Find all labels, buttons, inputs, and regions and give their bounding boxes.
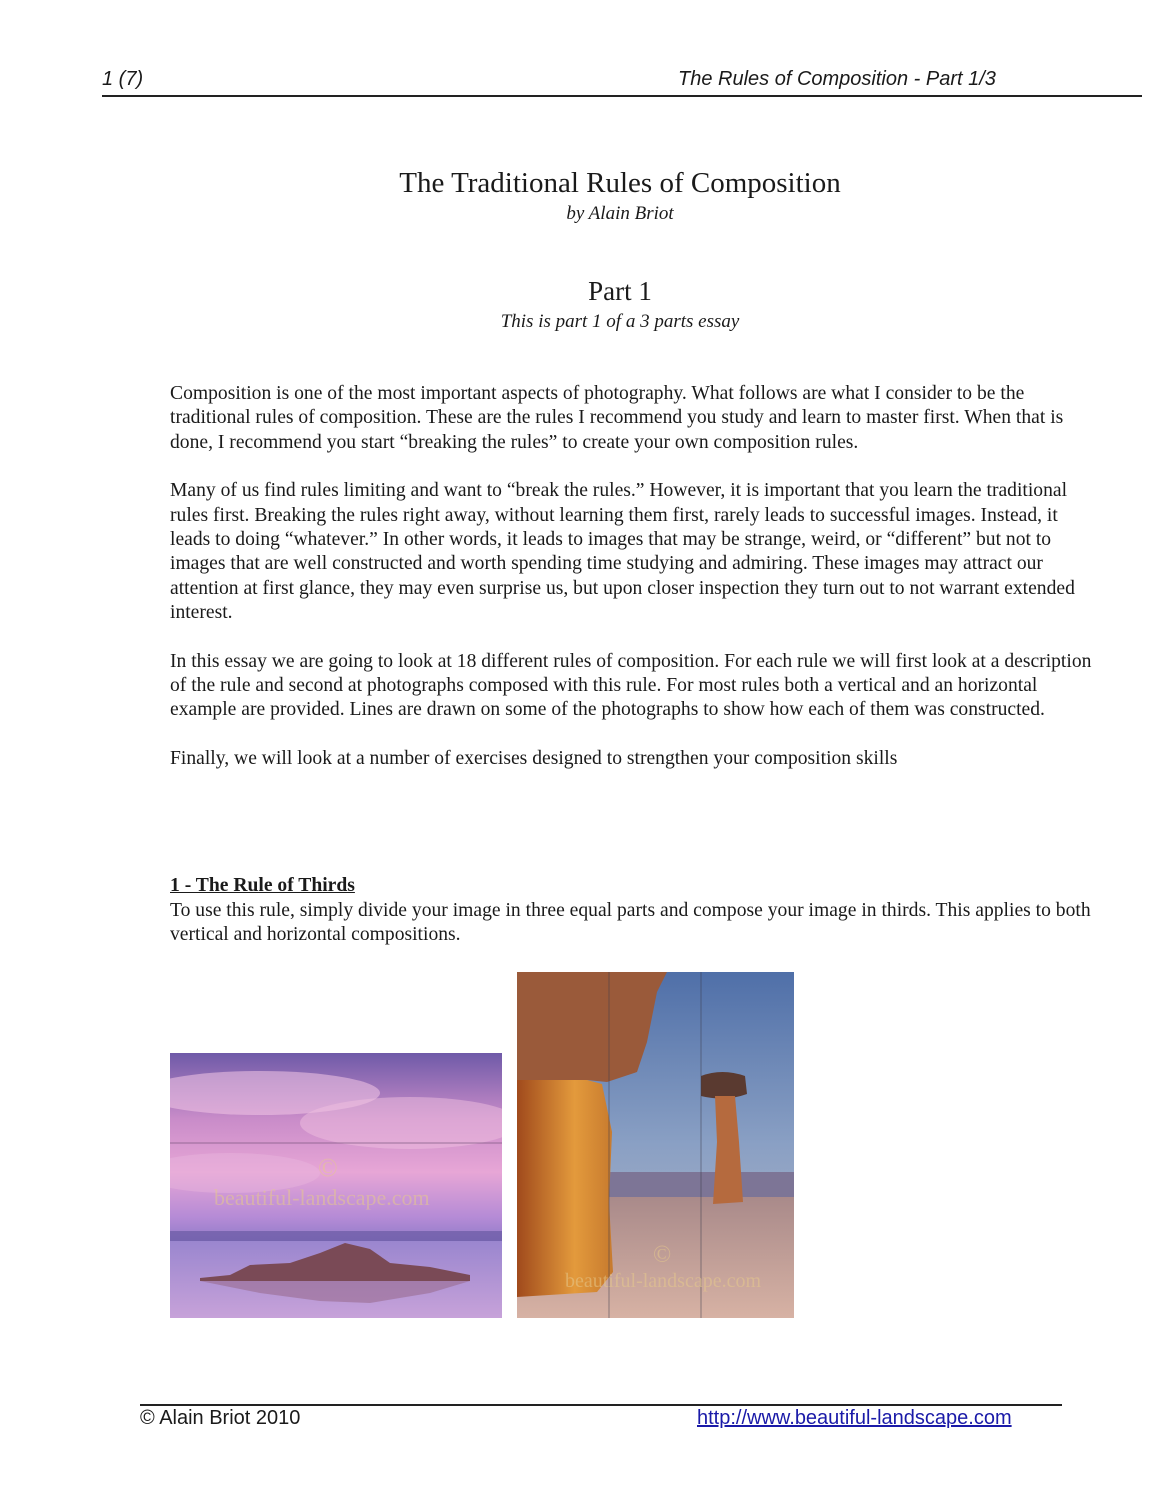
document-title: The Traditional Rules of Composition [399, 167, 841, 199]
watermark-text: beautiful-landscape.com [565, 1270, 762, 1292]
paragraph: Many of us find rules limiting and want to “break the rules.” However, it is important that you learn the traditional rules first. Breaking the rules right away, without learning them first, rarely leads to successful images. Instead, it leads to doing “whatever.” In other words, it leads to images that may be strange, weird, or “different” but not to images that are well constructed and worth spending time studying and admiring. These images may attract our attention at first glance, they may even surprise us, but upon closer inspection they turn out to not warrant extended interest. [170, 480, 1075, 624]
paragraph: Composition is one of the most important aspects of photography. What follows are what I consider to be the traditional rules of composition. These are the rules I recommend you study and learn to master first. When that is done, I recommend you start “breaking the rules” to create your own composition rules. [170, 383, 1064, 453]
footer-divider [140, 1404, 1062, 1406]
watermark-symbol: © [653, 1242, 672, 1268]
watermark-text: beautiful-landscape.com [214, 1185, 430, 1210]
paragraph: In this essay we are going to look at 18 different rules of composition. For each rule we will first look at a description of the rule and second at photographs composed with this rule. For most rules both a vertical and an horizontal example are provided. Lines are drawn on some of the photographs to show how each of them was constructed. [170, 650, 1092, 721]
copyright: © Alain Briot 2010 [140, 1407, 301, 1429]
watermark-symbol: © [318, 1153, 338, 1182]
header-divider [102, 95, 1142, 97]
paragraph: Finally, we will look at a number of exercises designed to strengthen your composition skills [170, 747, 898, 769]
running-title: The Rules of Composition - Part 1/3 [678, 68, 996, 90]
part-heading: Part 1 [588, 276, 652, 306]
vertical-photo [517, 972, 794, 1318]
horizontal-photo [170, 1053, 502, 1318]
byline: by Alain Briot [566, 203, 674, 224]
section-text: To use this rule, simply divide your image in three equal parts and compose your image in thirds. This applies to both vertical and horizontal compositions. [170, 900, 1091, 946]
website-link[interactable]: http://www.beautiful-landscape.com [697, 1407, 1012, 1429]
part-subtitle: This is part 1 of a 3 parts essay [500, 311, 740, 332]
intro-text [170, 382, 1100, 795]
page-number: 1 (7) [102, 68, 144, 90]
section-heading: 1 - The Rule of Thirds [170, 875, 355, 896]
